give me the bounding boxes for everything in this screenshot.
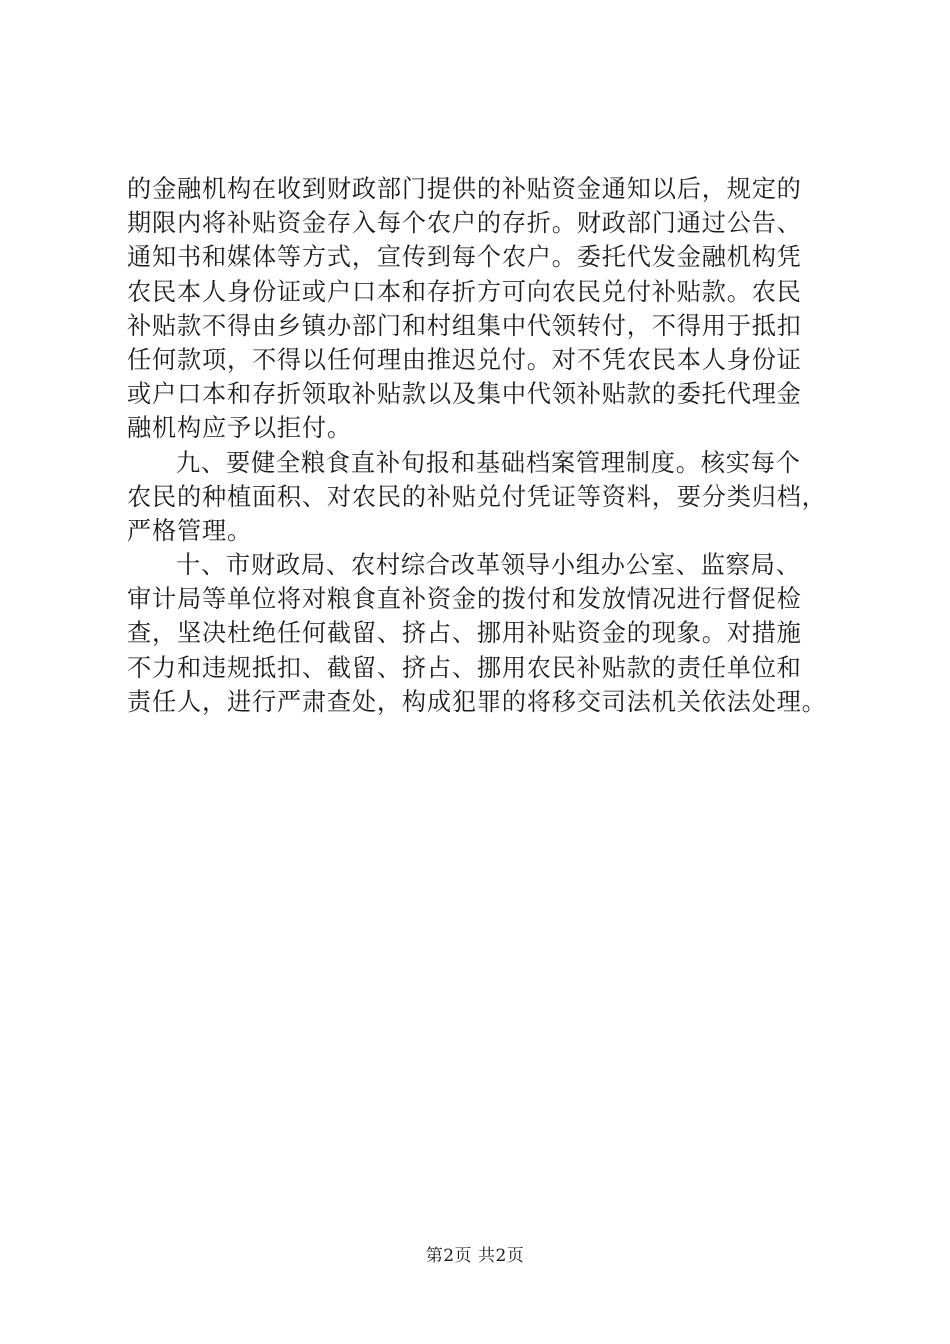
text-line: 农民的种植面积、对农民的补贴兑付凭证等资料，要分类归档，	[127, 482, 827, 511]
paragraph-nine-first-line: 九、要健全粮食直补旬报和基础档案管理制度。核实每个	[176, 448, 801, 477]
paragraph-ten-first-line: 十、市财政局、农村综合改革领导小组办公室、监察局、	[176, 551, 801, 580]
text-line: 严格管理。	[127, 516, 252, 545]
text-line: 补贴款不得由乡镇办部门和村组集中代领转付，不得用于抵扣	[127, 311, 802, 340]
text-line: 查，坚决杜绝任何截留、挤占、挪用补贴资金的现象。对措施	[127, 619, 802, 648]
page-number-footer: 第2页 共2页	[425, 1246, 525, 1266]
text-line: 通知书和媒体等方式，宣传到每个农户。委托代发金融机构凭	[127, 243, 802, 272]
text-line: 责任人，进行严肃查处，构成犯罪的将移交司法机关依法处理。	[127, 687, 827, 716]
text-line: 或户口本和存折领取补贴款以及集中代领补贴款的委托代理金	[127, 380, 802, 409]
text-line: 期限内将补贴资金存入每个农户的存折。财政部门通过公告、	[127, 209, 802, 238]
text-line: 的金融机构在收到财政部门提供的补贴资金通知以后，规定的	[127, 175, 802, 203]
text-line: 融机构应予以拒付。	[127, 414, 352, 443]
text-line: 不力和违规抵扣、截留、挤占、挪用农民补贴款的责任单位和	[127, 653, 802, 682]
text-line: 任何款项，不得以任何理由推迟兑付。对不凭农民本人身份证	[127, 345, 802, 374]
text-line: 农民本人身份证或户口本和存折方可向农民兑付补贴款。农民	[127, 277, 802, 306]
text-line: 审计局等单位将对粮食直补资金的拨付和发放情况进行督促检	[127, 585, 802, 614]
document-body	[127, 172, 847, 719]
